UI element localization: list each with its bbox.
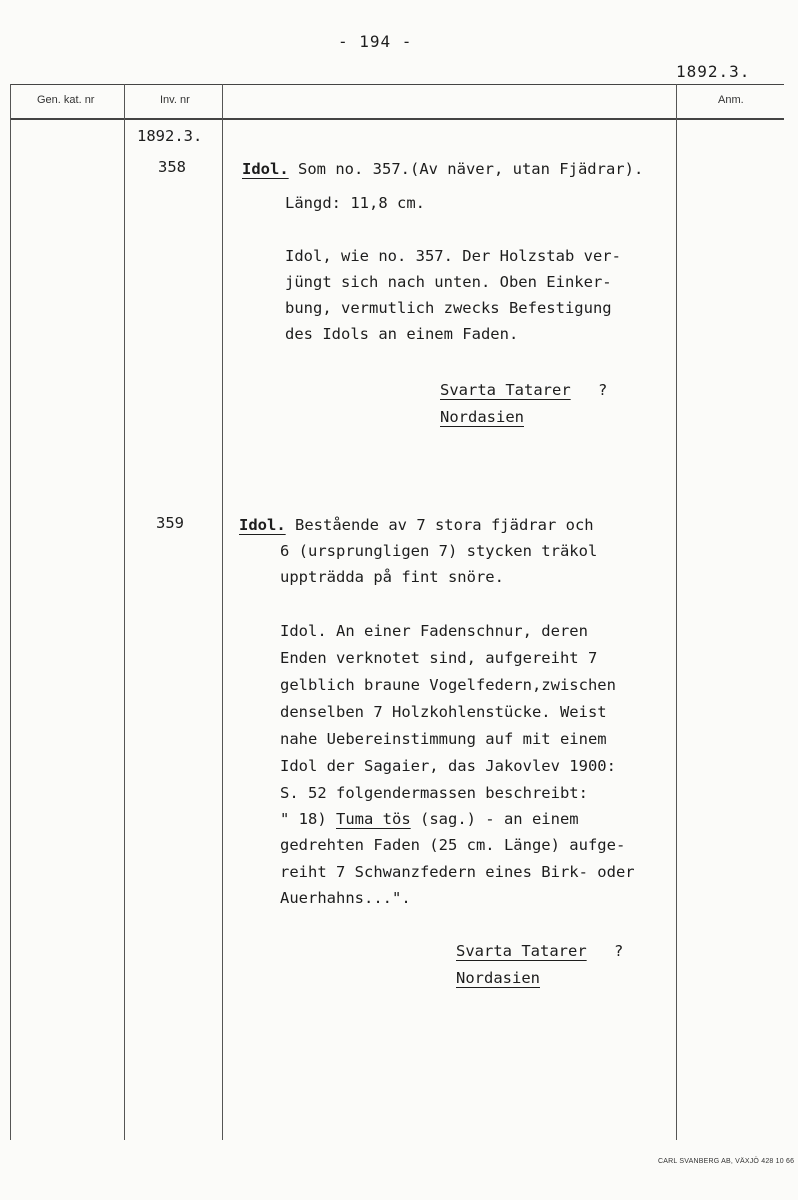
header-rule [10, 118, 784, 120]
column-header-gen-kat-nr: Gen. kat. nr [37, 94, 95, 106]
entry-358-heading-label: Idol. [242, 160, 289, 178]
entry-358-heading-text: Som no. 357.(Av näver, utan Fjädrar). [288, 160, 644, 178]
entry-359-quote-line-2: gedrehten Faden (25 cm. Länge) aufge- [280, 836, 626, 854]
entry-359-line-2: uppträdda på fint snöre. [280, 568, 504, 586]
column-divider-3 [222, 84, 223, 1140]
entry-359-german-line-2: Enden verknotet sind, aufgereiht 7 [280, 649, 598, 667]
entry-359-quote-line-1 [280, 806, 579, 832]
entry-359-german-line-5: nahe Uebereinstimmung auf mit einem [280, 730, 607, 748]
entry-359-quote-term: Tuma tös [336, 810, 411, 828]
entry-358-german-line-4: des Idols an einem Faden. [285, 325, 519, 343]
catalog-number-header: 1892.3. [676, 62, 751, 81]
entry-359-german-line-1: Idol. An einer Fadenschnur, deren [280, 622, 588, 640]
entry-359-line-1: 6 (ursprungligen 7) stycken träkol [280, 542, 598, 560]
entry-358-origin-query: ? [598, 381, 608, 399]
inv-number-358: 358 [158, 158, 186, 176]
column-header-inv-nr: Inv. nr [160, 94, 190, 106]
entry-359-heading [239, 512, 594, 538]
inv-number-prefix: 1892.3. [137, 127, 203, 145]
inv-number-359: 359 [156, 514, 184, 532]
entry-358-german-line-2: jüngt sich nach unten. Oben Einker- [285, 273, 612, 291]
entry-358-length: Längd: 11,8 cm. [285, 194, 425, 212]
entry-359-quote-line-3: reiht 7 Schwanzfedern eines Birk- oder [280, 863, 635, 881]
entry-358-origin-region: Nordasien [440, 408, 524, 426]
entry-359-german-line-7: S. 52 folgendermassen beschreibt: [280, 784, 588, 802]
entry-359-origin-query: ? [614, 942, 624, 960]
column-header-anm: Anm. [718, 94, 744, 106]
entry-358-german-line-1: Idol, wie no. 357. Der Holzstab ver- [285, 247, 621, 265]
entry-359-german-line-6: Idol der Sagaier, das Jakovlev 1900: [280, 757, 616, 775]
entry-359-quote-line-4: Auerhahns...". [280, 889, 411, 907]
entry-358-german-line-3: bung, vermutlich zwecks Befestigung [285, 299, 612, 317]
entry-359-origin-region: Nordasien [456, 969, 540, 987]
entry-359-quote-post: (sag.) - an einem [410, 810, 579, 828]
column-divider-1 [10, 84, 11, 1140]
entry-359-german-line-4: denselben 7 Holzkohlenstücke. Weist [280, 703, 607, 721]
top-rule [10, 84, 784, 85]
entry-359-german-line-3: gelblich braune Vogelfedern,zwischen [280, 676, 616, 694]
column-divider-2 [124, 84, 125, 1140]
entry-359-heading-label: Idol. [239, 516, 286, 534]
entry-359-quote-pre: " 18) [280, 810, 336, 828]
entry-359-origin-people: Svarta Tatarer [456, 942, 587, 960]
entry-359-heading-text: Bestående av 7 stora fjädrar och [285, 516, 594, 534]
column-divider-4 [676, 84, 677, 1140]
printer-imprint: CARL SVANBERG AB, VÄXJÖ 428 10 66 [658, 1158, 795, 1165]
entry-358-heading [242, 156, 643, 182]
page-number: - 194 - [338, 32, 413, 51]
entry-358-origin-people: Svarta Tatarer [440, 381, 571, 399]
